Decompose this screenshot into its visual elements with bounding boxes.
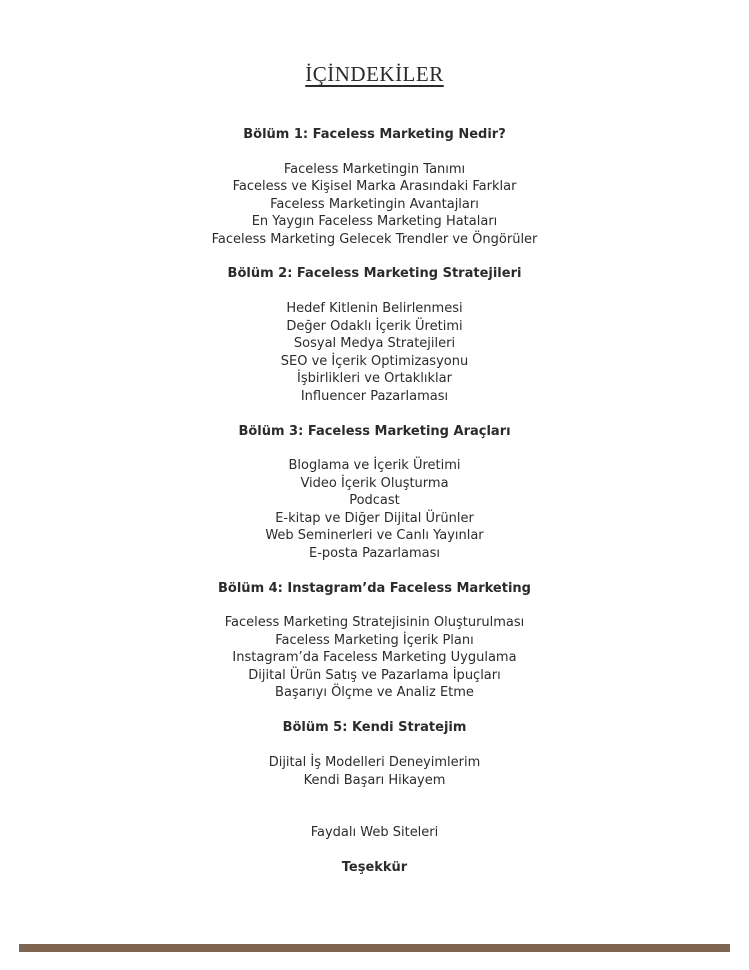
toc-item[interactable]: Değer Odaklı İçerik Üretimi (286, 319, 463, 334)
toc-item-useful-websites[interactable]: Faydalı Web Siteleri (310, 825, 439, 840)
toc-item[interactable]: Faceless ve Kişisel Marka Arasındaki Farklar (232, 179, 517, 194)
toc-item[interactable]: Podcast (349, 493, 400, 508)
section-heading[interactable]: Bölüm 3: Faceless Marketing Araçları (238, 424, 511, 439)
toc-item[interactable]: İşbirlikleri ve Ortaklıklar (297, 371, 452, 386)
toc-item[interactable]: Instagram’da Faceless Marketing Uygulama (232, 650, 517, 665)
toc-item[interactable]: Hedef Kitlenin Belirlenmesi (286, 301, 463, 316)
toc-item[interactable]: Faceless Marketingin Avantajları (270, 197, 479, 212)
toc-item[interactable]: E-posta Pazarlaması (308, 546, 441, 561)
footer-divider-bar (19, 944, 730, 952)
toc-item[interactable]: Faceless Marketing İçerik Planı (275, 633, 474, 648)
section-heading[interactable]: Bölüm 4: Instagram’da Faceless Marketing (218, 581, 531, 596)
toc-item[interactable]: Dijital Ürün Satış ve Pazarlama İpuçları (248, 668, 501, 683)
toc-item[interactable]: Başarıyı Ölçme ve Analiz Etme (275, 685, 474, 700)
toc-item[interactable]: Kendi Başarı Hikayem (303, 773, 446, 788)
section-heading[interactable]: Bölüm 2: Faceless Marketing Stratejileri (227, 266, 522, 281)
toc-item[interactable]: Faceless Marketingin Tanımı (283, 162, 466, 177)
toc-item[interactable]: Dijital İş Modelleri Deneyimlerim (268, 755, 481, 770)
toc-item[interactable]: Sosyal Medya Stratejileri (293, 336, 456, 351)
section-heading[interactable]: Bölüm 5: Kendi Stratejim (282, 720, 467, 735)
toc-item[interactable]: Faceless Marketing Stratejisinin Oluşturulması (224, 615, 525, 630)
toc-item-thanks[interactable]: Teşekkür (341, 860, 408, 875)
toc-item[interactable]: Faceless Marketing Gelecek Trendler ve Öngörüler (211, 232, 538, 247)
page-title: İÇİNDEKİLER (305, 62, 444, 86)
toc-item[interactable]: E-kitap ve Diğer Dijital Ürünler (275, 511, 474, 526)
toc-item[interactable]: SEO ve İçerik Optimizasyonu (280, 354, 469, 369)
toc-item[interactable]: Web Seminerleri ve Canlı Yayınlar (265, 528, 484, 543)
toc-item[interactable]: Video İçerik Oluşturma (300, 476, 449, 491)
toc-item[interactable]: Bloglama ve İçerik Üretimi (288, 458, 461, 473)
toc-item[interactable]: En Yaygın Faceless Marketing Hataları (251, 214, 498, 229)
toc-item[interactable]: Influencer Pazarlaması (300, 389, 449, 404)
section-heading[interactable]: Bölüm 1: Faceless Marketing Nedir? (243, 127, 506, 142)
